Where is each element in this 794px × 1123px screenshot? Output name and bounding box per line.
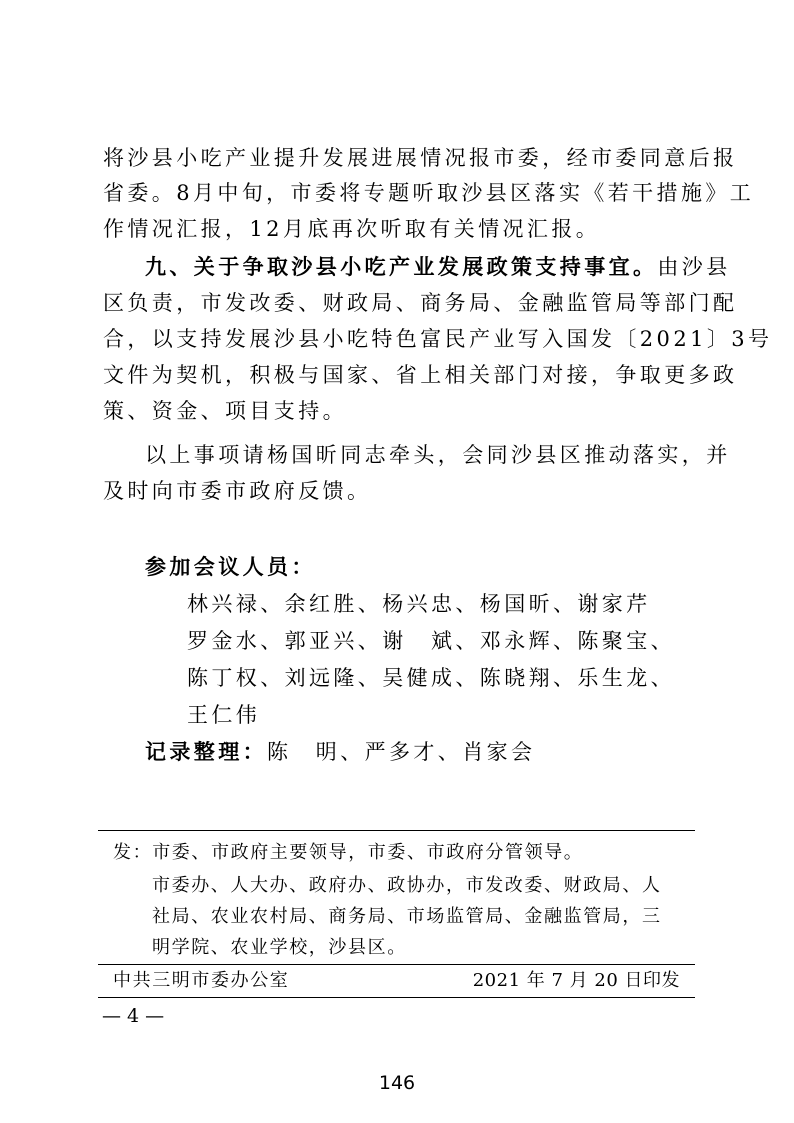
item9-heading: 九、关于争取沙县小吃产业发展政策支持事宜。 bbox=[145, 255, 658, 279]
attendees-line-3: 陈丁权、刘远隆、吴健成、陈晓翔、乐生龙、 bbox=[187, 666, 675, 690]
attendees-line-1: 林兴禄、余红胜、杨兴忠、杨国昕、谢家芹 bbox=[187, 592, 651, 616]
recorder-line bbox=[145, 735, 535, 769]
body-line-3: 作情况汇报，12月底再次听取有关情况汇报。 bbox=[103, 217, 601, 241]
attendees-line-4: 王仁伟 bbox=[187, 703, 261, 727]
distribution-line-4: 明学院、农业学校，沙县区。 bbox=[152, 937, 407, 958]
distribution-bottom-rule bbox=[98, 997, 695, 998]
distribution-line-3: 社局、农业农村局、商务局、市场监管局、金融监管局，三 bbox=[152, 906, 662, 927]
distribution-top-rule bbox=[98, 830, 695, 831]
item9-first-tail: 由沙县 bbox=[657, 255, 731, 279]
item9-line-5: 策、资金、项目支持。 bbox=[103, 399, 347, 423]
recorder-names: 陈 明、严多才、肖家会 bbox=[267, 740, 536, 764]
item9-line-4: 文件为契机，积极与国家、省上相关部门对接，争取更多政 bbox=[103, 363, 738, 387]
body-line-2: 省委。8月中旬，市委将专题听取沙县区落实《若干措施》工 bbox=[103, 181, 755, 205]
folio-number: 146 bbox=[378, 1072, 416, 1094]
attendees-line-2: 罗金水、郭亚兴、谢 斌、邓永辉、陈聚宝、 bbox=[187, 629, 675, 653]
distribution-line-2: 市委办、人大办、政府办、政协办，市发改委、财政局、人 bbox=[152, 875, 662, 896]
item9-line-3: 合，以支持发展沙县小吃特色富民产业写入国发〔2021〕3号 bbox=[103, 327, 773, 351]
closing-line-2: 及时向市委市政府反馈。 bbox=[103, 479, 372, 503]
issuer: 中共三明市委办公室 bbox=[113, 970, 290, 991]
closing-line-1: 以上事项请杨国昕同志牵头，会同沙县区推动落实，并 bbox=[145, 443, 731, 467]
distribution-middle-rule bbox=[98, 964, 695, 965]
page-number: — 4 — bbox=[102, 1005, 165, 1027]
distribution-line-1: 发：市委、市政府主要领导，市委、市政府分管领导。 bbox=[113, 842, 584, 863]
item9-line-2: 区负责，市发改委、财政局、商务局、金融监管局等部门配 bbox=[103, 291, 738, 315]
issue-date: 2021 年 7 月 20 日印发 bbox=[472, 970, 680, 991]
attendees-label: 参加会议人员： bbox=[145, 555, 316, 579]
body-line-1: 将沙县小吃产业提升发展进展情况报市委，经市委同意后报 bbox=[103, 146, 738, 170]
item9-first-line bbox=[145, 250, 731, 284]
recorder-label: 记录整理： bbox=[145, 740, 267, 764]
